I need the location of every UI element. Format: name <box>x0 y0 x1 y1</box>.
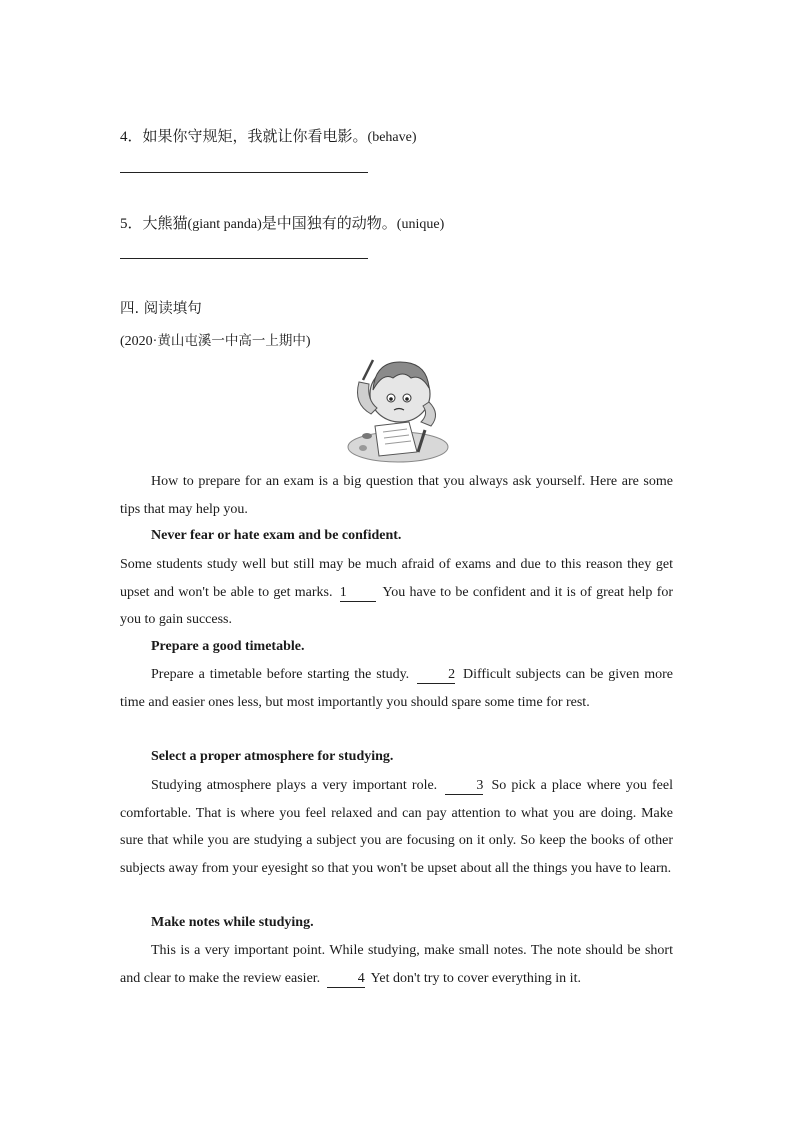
passage-paragraph-2 <box>120 661 673 716</box>
source-year: (2020· <box>120 334 158 349</box>
question-4 <box>120 125 417 146</box>
blank-3[interactable]: 3 <box>445 778 483 795</box>
paragraph-text: Some students study well but still may be much afraid of exams and due to this reason they get upset and won't be able to get marks. <box>120 557 673 600</box>
paragraph-text: Difficult subjects can be given more time and easier ones less, but most importantly you should spare some time for rest. <box>120 667 673 710</box>
section-source <box>120 329 311 350</box>
paragraph-text: This is a very important point. While studying, make small notes. The note should be short and clear to make the review easier. <box>120 943 673 986</box>
section-title: 四. 阅读填句 <box>120 301 202 317</box>
passage-paragraph-4 <box>120 937 673 992</box>
blank-1[interactable]: 1 <box>340 585 376 602</box>
question-prompt-part1: 大熊猫 <box>142 214 188 232</box>
blank-2[interactable]: 2 <box>417 667 455 684</box>
question-prompt-part2: 是中国独有的动物。 <box>261 214 397 232</box>
source-name: 黄山屯溪一中高一上期中 <box>157 333 306 349</box>
question-number: 5． <box>120 216 143 232</box>
question-number: 4． <box>120 129 143 145</box>
paragraph-text: So pick a place where you feel comfortable. That is where you feel relaxed and can pay attention to what you are doing. Make sure that while you are studying a subject you are focusing on it only. So keep the books of other subjects away from your eyesight so that you won't be upset about all the things you have to learn. <box>120 778 673 876</box>
paragraph-text: You have to be confident and it is of great help for you to gain success. <box>120 584 674 628</box>
tip-heading-4: Make notes while studying. <box>151 915 314 930</box>
paragraph-text: Yet don't try to cover everything in it. <box>370 970 581 986</box>
answer-line-5[interactable] <box>120 258 368 259</box>
answer-line-4[interactable] <box>120 172 368 173</box>
question-hint: (behave) <box>367 130 417 145</box>
passage-intro: How to prepare for an exam is a big question that you always ask yourself. Here are some tips that may help you. <box>120 474 673 517</box>
question-5 <box>120 212 444 233</box>
question-term: (giant panda) <box>187 217 262 232</box>
passage-paragraph-3 <box>120 772 673 882</box>
paragraph-text: Prepare a timetable before starting the study. <box>151 667 410 682</box>
tip-heading-2: Prepare a good timetable. <box>151 639 305 654</box>
tip-heading-1: Never fear or hate exam and be confident. <box>151 528 402 543</box>
blank-4[interactable]: 4 <box>327 971 365 988</box>
student-studying-illustration <box>345 352 451 464</box>
source-end: ) <box>305 334 311 349</box>
question-hint: (unique) <box>396 217 445 232</box>
question-prompt: 如果你守规矩，我就让你看电影。 <box>142 127 368 145</box>
tip-heading-3: Select a proper atmosphere for studying. <box>151 749 394 764</box>
paragraph-text: Studying atmosphere plays a very important role. <box>151 778 438 793</box>
passage-paragraph-1 <box>120 551 673 634</box>
